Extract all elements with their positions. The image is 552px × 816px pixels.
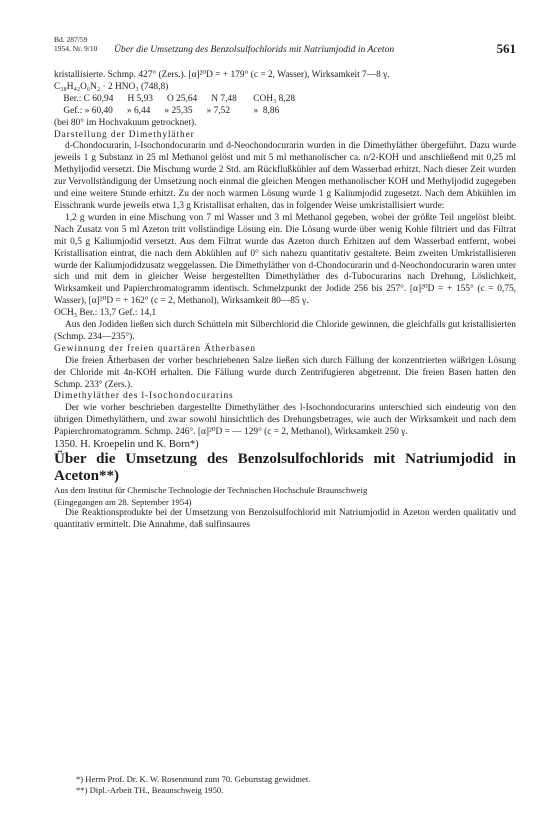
paragraph-recrystallization: 1,2 g wurden in eine Mischung von 7 ml Wasser und 3 ml Methanol gegeben, wobei der größte Teil ungelöst bleibt. Nach Zusatz von 5 ml Azeton tritt vollständige Lösung ein. Die Lösung wurde über wenig Kohle filtriert und das Filtrat mit 0,5 g Kaliumjodid versetzt. Aus dem Filtrat wurde das Azeton durch Erhitzen auf dem Wasserbad entfernt, wobei Kristallisation eintrat, die nach dem Abkühlen auf 0° sich nahezu quantitativ gestaltete. Beim zweiten Umkristallisieren wurde der Kaliumjodidzusatz weggelassen. Die Dimethyläther von d-Chondocurarin und d-Neochondocurarin waren unter sich und mit dem in gleicher Weise hergestellten Dimethyläther des d-Tubocurarins nach Drehung, Löslichkeit, Wirksamkeit und Papierchromatogramm identisch. Schmelzpunkt der Jodide 256 bis 257°. [α]²⁰D = + 155° (c = 0,75, Wasser), [α]²⁰D = + 162° (c = 2, Methanol), Wirksamkeit 80—85 γ. [54,212,516,307]
article-byline: 1350. H. Kroepelin und K. Born*) [54,439,199,451]
article-abstract: Die Reaktionsprodukte bei der Umsetzung von Benzolsulfochlorid mit Natriumjodid in Azeton werden qualitativ und quantitativ ermittelt. Die Annahme, daß sulfinsaures [54,508,516,530]
section-heading-free-bases: Gewinnung der freien quartären Ätherbasen [54,343,256,354]
issue-label: 1954, Nr. 9/10 [54,43,98,53]
paragraph-chlorides: Aus den Jodiden ließen sich durch Schütteln mit Silberchlorid die Chloride gewinnen, die gleichfalls gut kristallisierten (Schmp. 234—235°). [54,320,516,342]
article-body [54,70,516,532]
footnote-thesis: **) Dipl.-Arbeit TH., Beaunschweig 1950. [76,785,224,795]
running-title: Über die Umsetzung des Benzolsulfochlorids mit Natriumjodid in Aceton [114,44,395,55]
analysis-calculated: Ber.: C 60,94 H 5,93 O 25,64 N 7,48 COH₃ 8,28 [54,93,296,104]
volume-info [54,36,97,53]
drying-note: (bei 80° im Hochvakuum getrocknet). [54,117,197,128]
volume-label: Bd. 287/59 [54,35,88,44]
paragraph-isochondocurarin: Der wie vorher beschrieben dargestellte Dimethyläther des l-Isochondocurarins unterschied sich eindeutig von den übrigen Dimethyläthern, und zwar sowohl hinsichtlich des Drehungsbetrages, wie auch der Wirksamkeit und nach dem Papierchromatogramm. Schmp. 246°. [α]²⁰D = — 129° (c = 2, Methanol), Wirksamkeit 250 γ. [54,403,516,438]
page-number: 561 [496,41,516,56]
analysis-found: Gef.: » 60,40 » 6,44 » 25,35 » 7,52 » 8,86 [54,105,280,116]
footnotes [54,774,516,796]
section-heading-isochondocurarin: Dimethyläther des l-Isochondocurarins [54,391,234,402]
formula-line: C₃₈H₄₂O₆N₂ · 2 HNO₃ (748,8) [54,81,169,92]
paragraph-melting-point: kristallisierte. Schmp. 427° (Zers.). [α]²⁰D = + 179° (c = 2, Wasser), Wirksamkeit 7—8 γ. [54,70,390,80]
paragraph-preparation: d-Chondocurarin, l-Isochondocurarin und d-Neochondocurarin wurden in die Dimethyläther übergeführt. Dazu wurde jeweils 1 g Substanz in 25 ml Methanol gelöst und mit 5 ml methanolischer ca. n/2-KOH und anschließend mit 0,25 ml Methyljodid versetzt. Die Mischung wurde 2 Std. am Rückflußkühler auf dem Wasserbad erhitzt. Nach dieser Zeit wurden zur Vervollständigung der Umsetzung noch einmal die gleichen Mengen methanolischer KOH und Methyljodid zugegeben und eine weitere Stunde erhitzt. Zu der noch warmen Lösung wurde 1 g Kaliumjodid zugesetzt. Nach dem Abkühlen im Eisschrank wurde jeweils etwa 1,3 g Kristallisat erhalten, das in folgender Weise umkristallisiert wurde: [54,141,516,211]
methoxyl-analysis: OCH₃ Ber.: 13,7 Gef.: 14,1 [54,308,157,319]
paragraph-free-bases: Die freien Ätherbasen der vorher beschriebenen Salze ließen sich durch Fällung der konzentrierten wäßrigen Lösung der Chloride mit 4n-KOH erhalten. Die Fällung wurde durch Zentrifugieren abgetrennt. Die freien Basen hatten den Schmp. 233° (Zers.). [54,355,516,390]
running-header [54,36,516,66]
article-title: Über die Umsetzung des Benzolsulfochlorids mit Natriumjodid in Aceton**) [54,451,516,484]
article-received-date: (Eingegangen am 28. September 1954) [54,497,192,507]
section-heading-dimethylether: Darstellung der Dimethyläther [54,129,195,140]
article-institute: Aus dem Institut für Chemische Technologie der Technischen Hochschule Braunschweig [54,485,368,495]
footnote-dedication: *) Herrn Prof. Dr. K. W. Rosenmund zum 70. Geburtstag gewidmet. [76,774,311,784]
